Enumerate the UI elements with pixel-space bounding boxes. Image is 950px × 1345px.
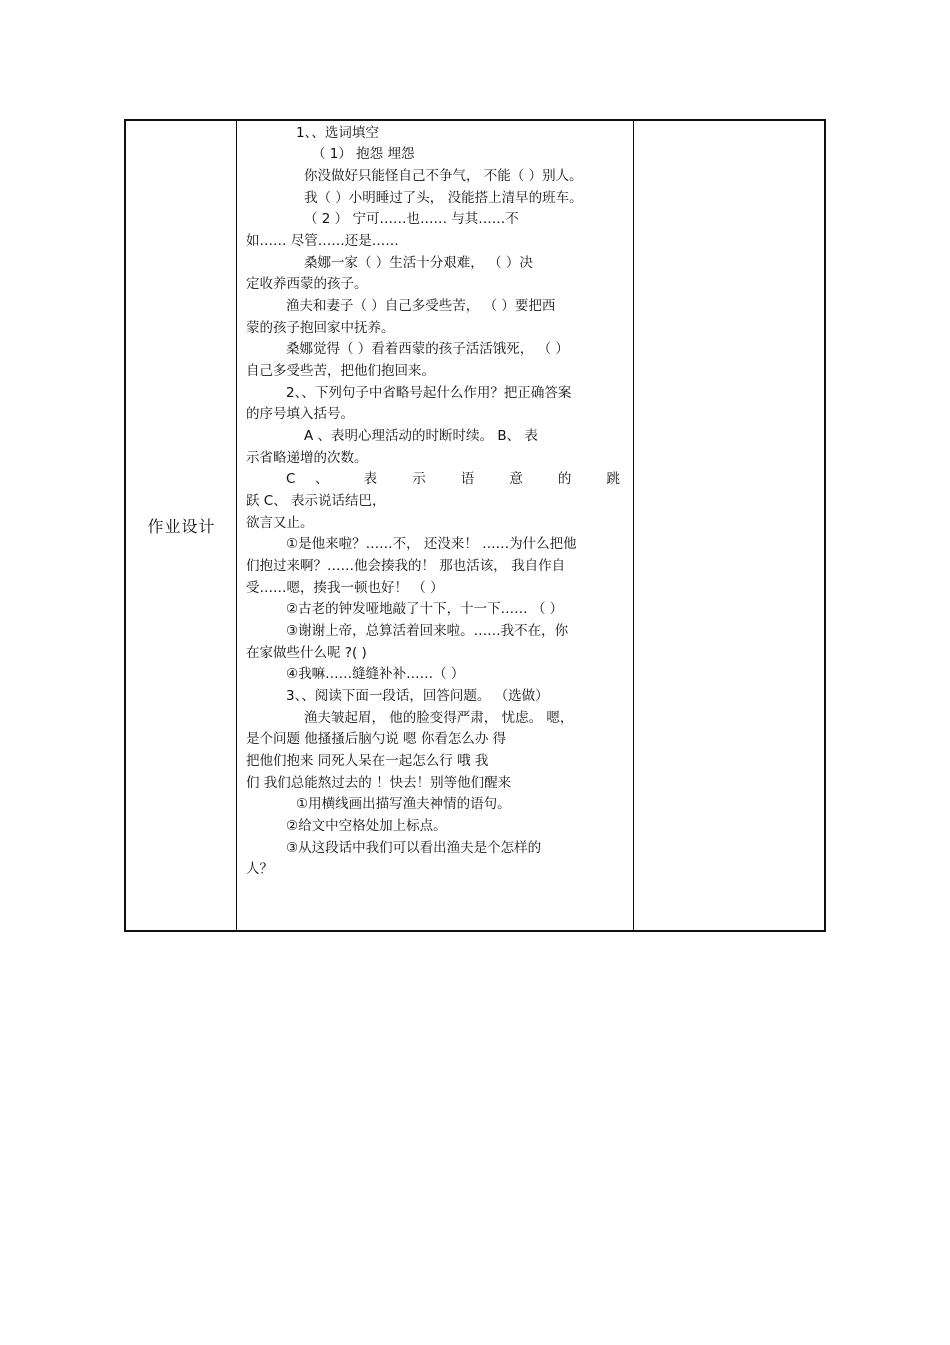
question-1-heading: 1、、选词填空 — [296, 125, 379, 141]
sub-question-3: ③从这段话中我们可以看出渔夫是个怎样的 — [286, 840, 542, 856]
item-1: ①是他来啦？……不， 还没来！ ……为什么把他 — [286, 536, 577, 552]
item-4: ④我嘛……缝缝补补……（ ） — [286, 666, 465, 682]
sentence-line: 桑娜觉得（ ）看着西蒙的孩子活活饿死， （ ） — [286, 341, 569, 357]
label-column — [126, 121, 237, 930]
passage-line: 渔夫皱起眉， 他的脸变得严肃， 忧虑。 嗯， — [304, 710, 574, 726]
item-1-cont: 们抱过来啊？……他会揍我的！ 那也活该， 我自作自 — [246, 558, 566, 574]
sub-question-3-cont: 人？ — [246, 861, 273, 877]
option-a-b: A 、表明心理活动的时断时续。 B、 表 — [304, 428, 538, 444]
sentence-line: 蒙的孩子抱回家中抚养。 — [246, 320, 395, 336]
question-3-heading: 3、、阅读下面一段话，回答问题。 （选做） — [286, 688, 549, 704]
sentence-line: 自己多受些苦，把他们抱回来。 — [246, 363, 435, 379]
sentence-line: 你没做好只能怪自己不争气， 不能（ ）别人。 — [304, 168, 583, 184]
sub-question-1: ①用横线画出描写渔夫神情的语句。 — [296, 796, 511, 812]
question-2-heading-cont: 的序号填入括号。 — [246, 406, 354, 422]
option-b-cont: 示省略递增的次数。 — [246, 450, 368, 466]
notes-column — [634, 121, 826, 930]
item-3-cont: 在家做些什么呢 ?( ) — [246, 645, 367, 661]
sub-question-2: ②给文中空格处加上标点。 — [286, 818, 447, 834]
passage-line: 是个问题 他搔搔后脑勺说 嗯 你看怎么办 得 — [246, 731, 507, 747]
word-pair-2-cont: 如…… 尽管……还是…… — [246, 233, 399, 249]
passage-line: 把他们抱来 同死人呆在一起怎么行 哦 我 — [246, 753, 489, 769]
item-2: ②古老的钟发哑地敲了十下，十一下…… （ ） — [286, 601, 564, 617]
passage-line: 们 我们总能熬过去的 ！快去！别等他们醒来 — [246, 775, 512, 791]
word-pair-2: （ 2 ） 宁可……也…… 与其……不 — [304, 211, 519, 227]
word-pair-1: （ 1） 抱怨 埋怨 — [312, 146, 415, 162]
option-c-end: 欲言又止。 — [246, 515, 314, 531]
sentence-line: 我（ ）小明睡过了头， 没能搭上清早的班车。 — [304, 190, 583, 206]
option-c-cont: 跃 C、 表示说话结巴， — [246, 493, 386, 509]
sentence-line: 渔夫和妻子（ ）自己多受些苦， （ ）要把西 — [286, 298, 556, 314]
item-3: ③谢谢上帝，总算活着回来啦。……我不在，你 — [286, 623, 569, 639]
item-1-end: 受……嗯，揍我一顿也好！ （ ） — [246, 580, 444, 596]
sentence-line: 桑娜一家（ ）生活十分艰难， （ ）决 — [304, 255, 533, 271]
sentence-line: 定收养西蒙的孩子。 — [246, 276, 368, 292]
option-c: C 、 表 示 语 意 的 跳 — [286, 471, 620, 487]
question-2-heading: 2、、下列句子中省略号起什么作用？把正确答案 — [286, 385, 572, 401]
worksheet-table — [124, 119, 826, 932]
row-label: 作业设计 — [147, 517, 216, 536]
